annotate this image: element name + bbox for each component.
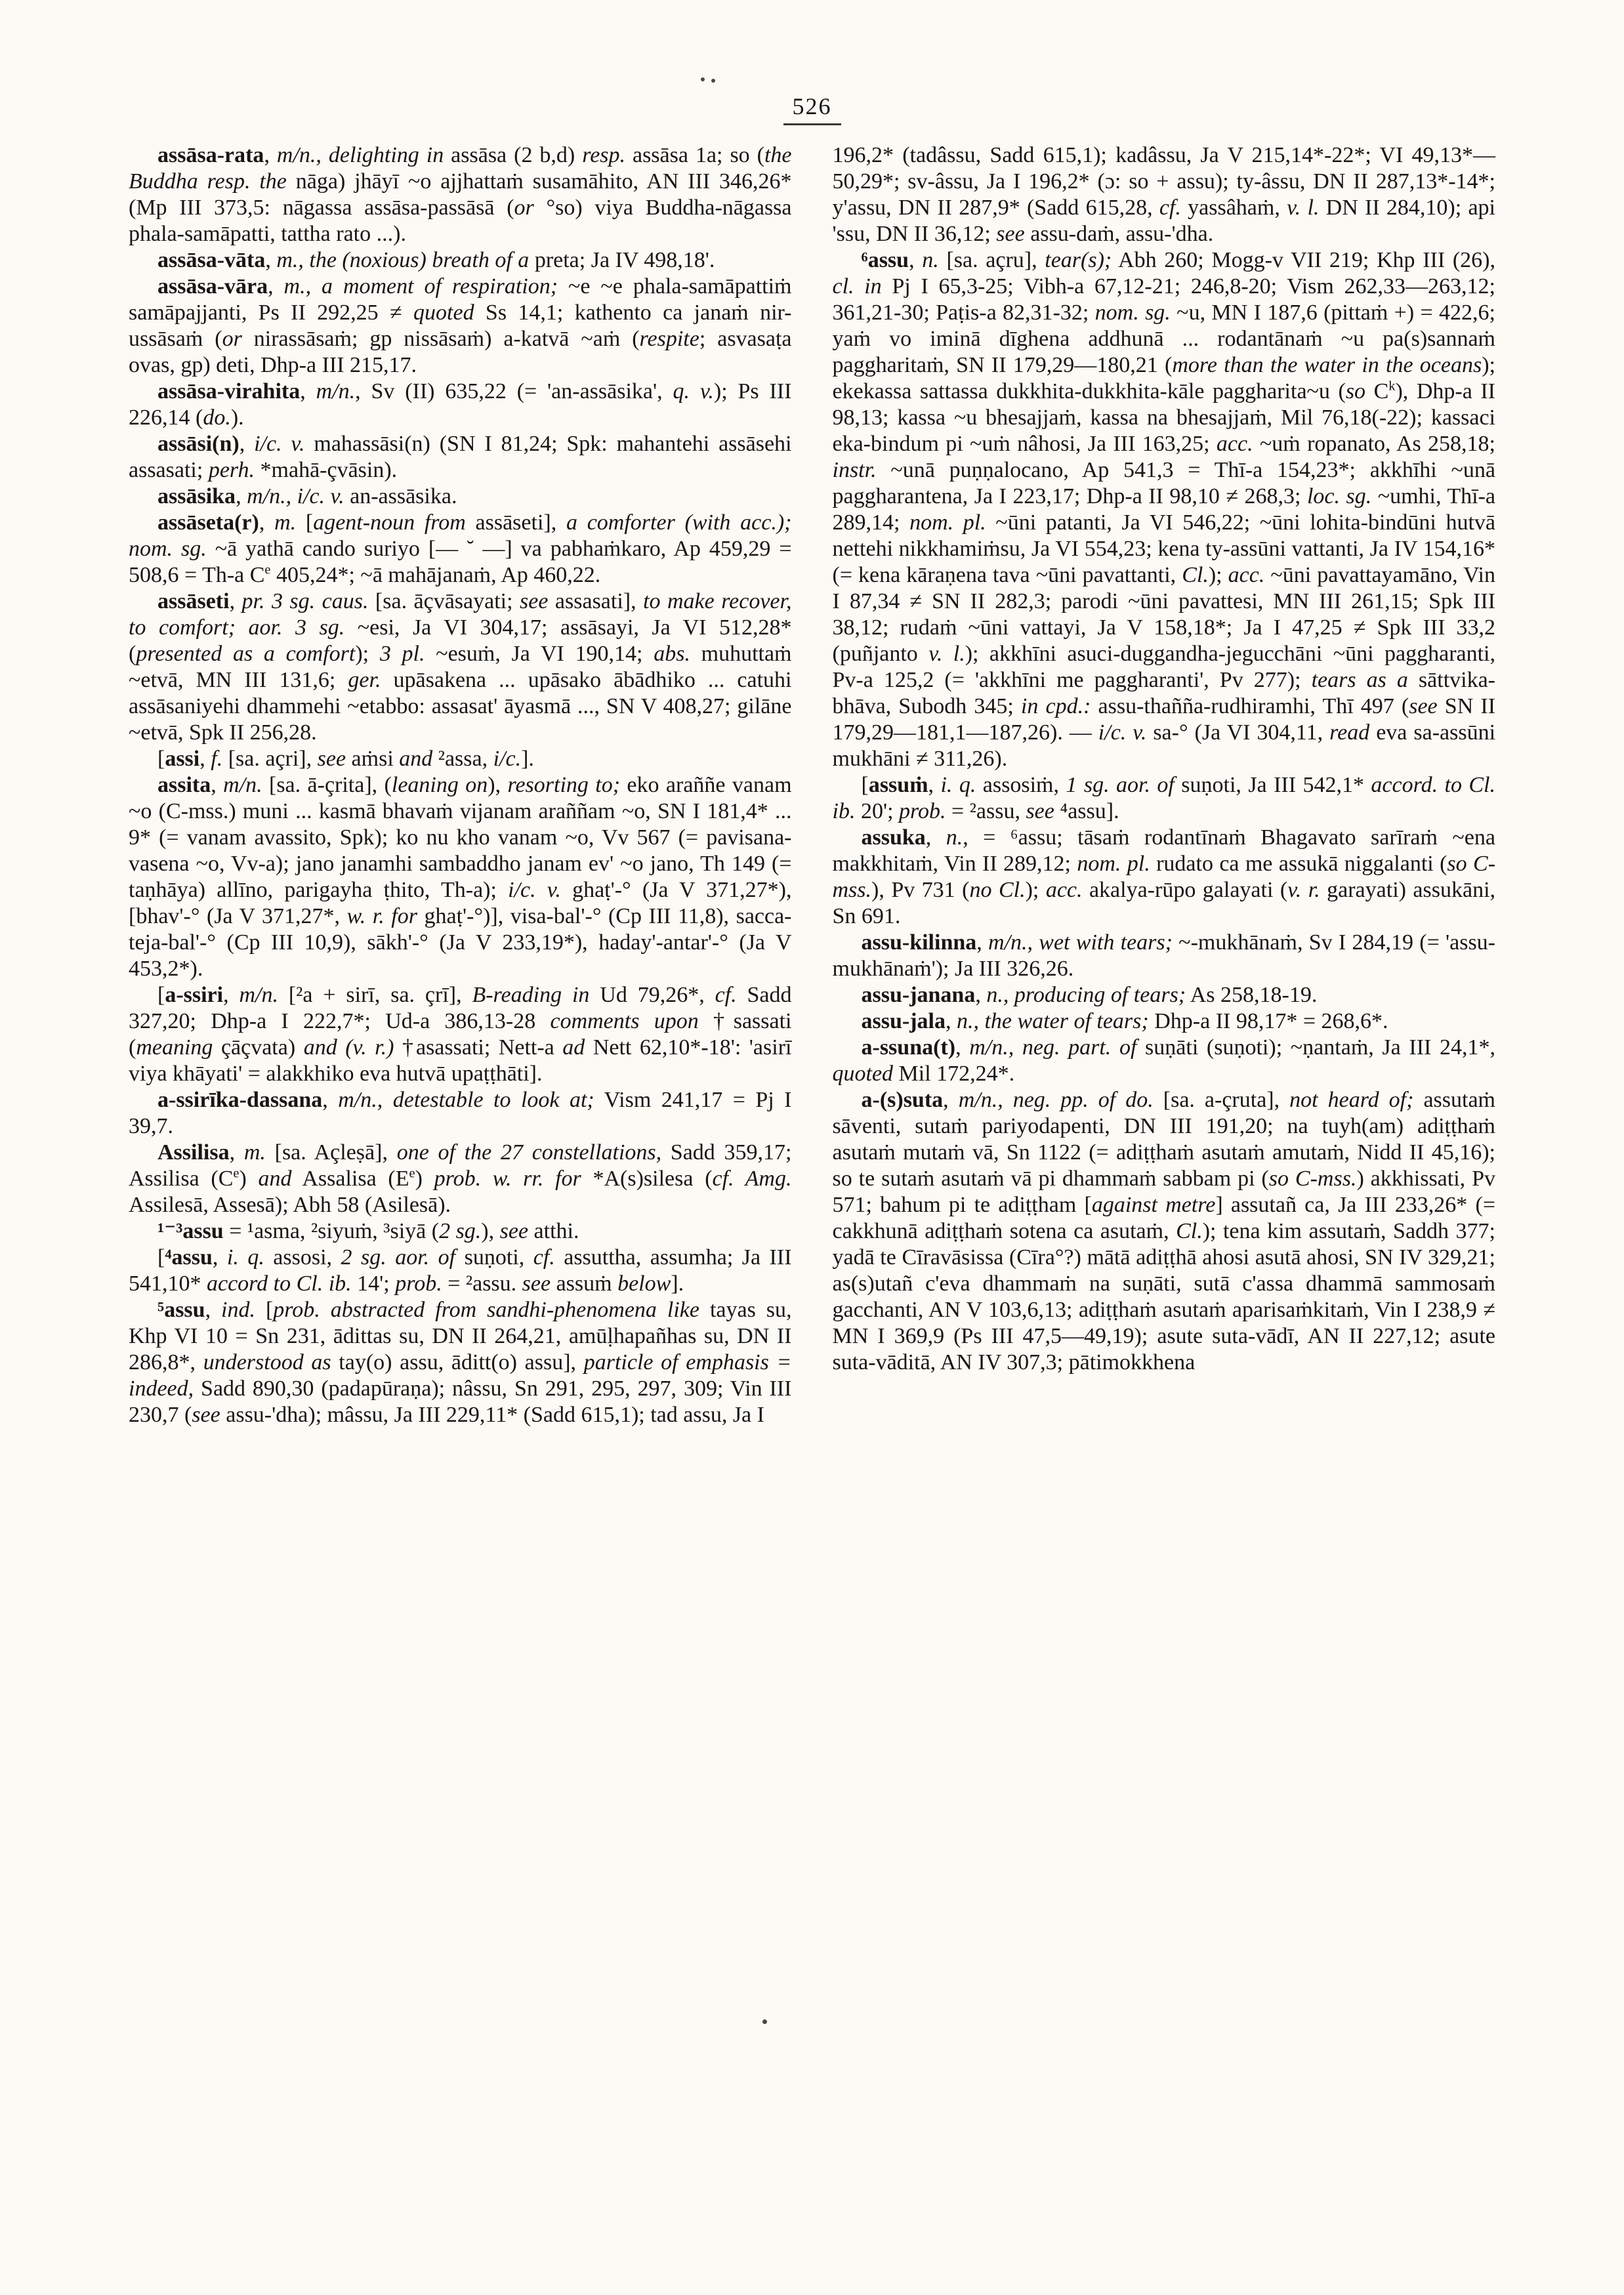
gloss-text: nom. sg. [1094, 300, 1171, 325]
gloss-text: see [522, 1272, 551, 1296]
gloss-text: more than the water in the oceans [1172, 353, 1482, 377]
gloss-text: nom. pl. [1077, 852, 1150, 876]
dictionary-entry [129, 142, 792, 247]
entry-text: preta; Ja IV 498,18'. [529, 248, 715, 272]
entry-text: sa-° (Ja VI 304,11, [1146, 720, 1330, 745]
headword: a-ssirīka-dassana [157, 1088, 323, 1112]
gloss-text: tears as a [1311, 668, 1408, 692]
headword: assāseti [157, 589, 230, 613]
headword: assāsa-vāta [157, 248, 266, 272]
dictionary-entry [129, 1218, 792, 1245]
entry-text: ); [355, 642, 380, 666]
gloss-text: so [1345, 379, 1366, 403]
entry-text: , [211, 773, 224, 797]
gloss-text: prob. w. rr. for [434, 1167, 581, 1191]
gloss-text: instr. [832, 458, 877, 482]
gloss-text: perh. [208, 458, 255, 482]
entry-text: garayati) assukāni, Sn 691. [832, 878, 1496, 928]
entry-text: ); Ps III 226,14 ( [129, 379, 792, 430]
headword: assu-kilinna [861, 930, 977, 955]
entry-text: assāseti], [465, 510, 566, 535]
entry-text: [sa. ā-çrita], ( [262, 773, 392, 797]
entry-text: ~uṁ ropanato, As 258,18; [1253, 432, 1496, 456]
entry-text: ⁴assu]. [1054, 799, 1119, 823]
entry-text: ²assa, [432, 747, 493, 771]
entry-text: , [259, 510, 275, 535]
entry-text: Abh 260; Mogg-v VII 219; Khp III (26), [1112, 248, 1496, 272]
entry-text: [sa. a-çruta], [1153, 1088, 1290, 1112]
gloss-text: see [192, 1403, 220, 1427]
gloss-text: Cl. [1182, 563, 1209, 587]
headword: assāsika [157, 484, 236, 508]
entry-text: ), Pv 731 ( [871, 878, 970, 902]
entry-text: , [229, 589, 242, 613]
dictionary-entry [129, 589, 792, 746]
entry-text: [ [861, 773, 869, 797]
gloss-text: cf. [533, 1245, 555, 1270]
headword: assu-janana [861, 983, 976, 1007]
gloss-text: not heard of; [1289, 1088, 1414, 1112]
page-header [0, 93, 1624, 125]
gloss-text: do. [203, 405, 231, 430]
entry-text: = ¹asma, ²siyuṁ, ³siyā ( [223, 1219, 440, 1243]
headword: ⁶assu [861, 248, 909, 272]
entry-text: ) [415, 1167, 434, 1191]
gloss-text: 1 sg. aor. of [1066, 773, 1175, 797]
entry-text: [sa. açri], [222, 747, 318, 771]
entry-text: [²a + sirī, sa. çrī], [278, 983, 472, 1007]
entry-text: Sadd 359,17; Assilisa (C [129, 1140, 792, 1191]
gloss-text: i. q. [226, 1245, 264, 1270]
entry-text: , = ⁶assu; tāsaṁ rodantīnaṁ Bhagavato sarīraṁ ~ena makkhitaṁ, Vin II 289,12; [832, 825, 1495, 876]
entry-text: sāttvika-bhāva, Subodh 345; [832, 668, 1496, 718]
entry-text: , [943, 1088, 959, 1112]
gloss-text: m/n., neg. pp. of do. [958, 1088, 1154, 1112]
entry-text: assāsa (2 b,d) [444, 143, 583, 167]
gloss-text: read [1329, 720, 1370, 745]
dictionary-entry [129, 1297, 792, 1428]
entry-text: , [975, 983, 987, 1007]
gloss-text: one of the 27 constellations, [396, 1140, 662, 1165]
entry-text: assosi, [264, 1245, 341, 1270]
gloss-text: prob. abstracted from sandhi-phenomena like [273, 1298, 699, 1322]
entry-text: ), Dhp-a II 98,13; kassa ~u bhesajjaṁ, kassa na bhesajjaṁ, Mil 76,18(-22); kassaci eka-bindum pi ~uṁ nâhosi, Ja III 163,25; [832, 379, 1496, 456]
gloss-text: no Cl. [969, 878, 1026, 902]
entry-text: ~ūni patanti, Ja VI 546,22; ~ūni lohita-bindūni hutvā nettehi nikkhamiṁsu, Ja VI 554,23; kena ty-assūni vattanti, Ja IV 154,16* (= kena kāraṇena tava ~ūni pavattanti, [832, 510, 1496, 587]
gloss-text: cl. in [832, 274, 882, 299]
gloss-text: and [258, 1167, 292, 1191]
gloss-text: a comforter (with acc.); nom. sg. [129, 510, 792, 561]
headword: a-ssuna(t) [861, 1035, 956, 1060]
gloss-text: Cl. [1176, 1219, 1203, 1243]
entry-text: Dhp-a II 98,17* = 268,6*. [1148, 1009, 1388, 1033]
entry-text: ghaṭ'-°)], visa-bal'-° (Cp III 11,8), sacca-teja-bal'-° (Cp III 10,9), sākh'-° (Ja V 233,19*), haday'-antar'-° (Ja V 453,2*). [129, 904, 792, 981]
gloss-text: B-reading in [472, 983, 590, 1007]
gloss-text: cf. [1159, 196, 1181, 220]
entry-text: assutaṁ sāventi, sutaṁ pariyodapenti, DN III 191,20; na tuyh(am) adiṭṭhaṁ asutaṁ mutaṁ vā, Sn 1122 (= adiṭṭhaṁ asutaṁ amutaṁ, Nidd II 45,16); so te sutaṁ asutaṁ vā pi dhammaṁ sabbam pi ( [832, 1088, 1495, 1191]
entry-text: eko araññe vanam ~o (C-mss.) muni ... kasmā bhavaṁ vijanam araññam ~o, SN I 181,4* ... 9* (= vanam avassito, Spk); ko nu kho vanam ~o, Vv 567 (= pavisana-vasena ~o, Vv-a); jano janamhi sambaddho janam ev' ~o jano, Th 149 (= taṇhāya) allīno, parigayha ṭhito, Th-a); [129, 773, 792, 902]
entry-text: ~-mukhānaṁ, Sv I 284,19 (= 'assu-mukhānaṁ'); Ja III 326,26. [832, 930, 1495, 981]
gloss-text: loc. sg. [1306, 484, 1372, 508]
entry-text: ); [1025, 878, 1046, 902]
entry-text: mahassāsi(n) (SN I 81,24; Spk: mahantehi assāsehi assasati; [129, 432, 792, 482]
entry-text: As 258,18-19. [1186, 983, 1318, 1007]
entry-text: [ [157, 747, 165, 771]
gloss-text: v. l. [928, 642, 965, 666]
entry-text: = ²assu. [442, 1272, 522, 1296]
entry-text: Ud 79,26*, [589, 983, 715, 1007]
entry-text: ~esuṁ, Ja VI 190,14; [425, 642, 654, 666]
entry-text: †asassati; Nett-a [394, 1035, 563, 1060]
entry-text: , [199, 747, 211, 771]
entry-text: [ [255, 1298, 274, 1322]
entry-text: assuṁ [551, 1272, 618, 1296]
entry-text: 20'; [855, 799, 900, 823]
dictionary-entry [833, 142, 1496, 247]
entry-text: nirassāsaṁ; gp nissāsaṁ) a-katvā ~aṁ ( [241, 327, 640, 351]
gloss-text: prob. [899, 799, 946, 823]
gloss-text: below [617, 1272, 671, 1296]
entry-text: , [264, 143, 277, 167]
entry-text: [ [157, 1245, 165, 1270]
gloss-text: m., a moment of respiration; [283, 274, 558, 299]
entry-text: assu-thañña-rudhiramhi, Thī 497 ( [1091, 694, 1409, 718]
gloss-text: i/c. [493, 747, 522, 771]
gloss-text: so C-mss. [1268, 1167, 1357, 1191]
gloss-text: see [996, 222, 1025, 246]
gloss-text: quoted [413, 300, 474, 325]
entry-text: ~ā yathā cando suriyo [— ˘ —] va pabhaṁkaro, Ap 459,29 = 508,6 = Th-a C [129, 537, 792, 587]
entry-text: ~u, MN I 187,6 (pittaṁ +) = 422,6; yaṁ vo iminā dīghena addhunā ... rodantānaṁ ~u pa(s)sannaṁ paggharitaṁ, SN II 179,29—180,21 ( [832, 300, 1495, 377]
entry-text: assu-'dha); mâssu, Ja III 229,11* (Sadd 615,1); tad assu, Ja I [220, 1403, 764, 1427]
entry-text: , [945, 1009, 957, 1033]
entry-text: eva sa-assūni mukhāni ≠ 311,26). [832, 720, 1496, 771]
entry-text: [sa. āçvāsayati; [368, 589, 520, 613]
entry-text: , [239, 432, 255, 456]
entry-text: C [1365, 379, 1389, 403]
gloss-text: respite [639, 327, 699, 351]
gloss-text: ad [562, 1035, 585, 1060]
entry-text: ~unā puṇṇalocano, Ap 541,3 = Thī-a 154,23*; akkhīhi ~unā paggharantena, Ja I 223,17; Dhp-a II 98,10 ≠ 268,3; [832, 458, 1495, 508]
dictionary-entry [833, 247, 1496, 772]
entry-text: ); ekekassa sattassa dukkhita-dukkhita-kāle paggharita~u ( [832, 353, 1495, 403]
gloss-text: ind. [221, 1298, 255, 1322]
gloss-text: cf. [715, 983, 737, 1007]
dictionary-entry [833, 982, 1496, 1008]
entry-text: ~umhi, Thī-a 289,14; [832, 484, 1495, 535]
entry-text: upāsakena ... upāsako ābādhiko ... catuhi assāsaniyehi dhammehi ~etabbo: assasat' āyasmā ..., SN V 408,27; gilāne ~etvā, Spk II 256,28. [129, 668, 792, 745]
entry-text: Sadd 890,30 (padapūraṇa); nâssu, Sn 291, 295, 297, 309; Vin III 230,7 ( [129, 1376, 792, 1427]
entry-text: *mahā-çvāsin). [255, 458, 398, 482]
gloss-text: leaning on [391, 773, 488, 797]
entry-text: 405,24*; ~ā mahājanaṁ, Ap 460,22. [270, 563, 601, 587]
gloss-text: i/c. v. [1098, 720, 1147, 745]
entry-text: Ss 14,1; kathento ca janaṁ nir-ussāsaṁ ( [129, 300, 792, 351]
gloss-text: see [1026, 799, 1054, 823]
headword: assita [157, 773, 211, 797]
entry-text: , [955, 1035, 970, 1060]
entry-text: ) akkhissati, Pv 571; bahum pi te adiṭṭham [ [832, 1167, 1495, 1217]
entry-text: ; asvasaṭa ovas, gp) deti, Dhp-a III 215,17. [129, 327, 792, 377]
entry-text: suṇoti, Ja III 542,1* [1174, 773, 1371, 797]
entry-text: , [265, 248, 277, 272]
entry-text: atthi. [528, 1219, 579, 1243]
entry-text: , Sv (II) 635,22 (= 'an-assāsika', [355, 379, 673, 403]
gloss-text: or [514, 196, 534, 220]
gloss-text: v. r. [1287, 878, 1320, 902]
headword: assāsi(n) [157, 432, 239, 456]
gloss-text: i/c. v. [508, 878, 561, 902]
gloss-text: m. [274, 510, 297, 535]
entry-text: = ²assu, [946, 799, 1026, 823]
gloss-text: see [317, 747, 346, 771]
dictionary-entry [833, 930, 1496, 982]
gloss-text: so C-mss. [832, 852, 1496, 902]
gloss-text: 2 sg. aor. of [341, 1245, 456, 1270]
entry-text: [ [157, 983, 165, 1007]
entry-text: 14'; [351, 1272, 396, 1296]
entry-text: , [925, 825, 946, 850]
gloss-text: meaning [136, 1035, 213, 1060]
gloss-text: acc. [1045, 878, 1083, 902]
entry-text: , [236, 484, 247, 508]
gloss-text: resp. [582, 143, 626, 167]
entry-text: , [229, 1140, 244, 1165]
headword: assāseta(r) [157, 510, 259, 535]
entry-text: DN II 284,10); api 'ssu, DN II 36,12; [832, 196, 1496, 246]
entry-text: Vism 241,17 = Pj I 39,7. [129, 1088, 792, 1138]
gloss-text: against metre [1091, 1193, 1216, 1217]
gloss-text: acc. [1216, 432, 1253, 456]
gloss-text: to make recover, to comfort; aor. 3 sg. [129, 589, 792, 640]
gloss-text: m/n., detestable to look at; [338, 1088, 594, 1112]
entry-text: ); akkhīni asuci-duggandha-jegucchāni ~ūni paggharanti, Pv-a 125,2 (= 'akkhīni me paggharanti', Pv 277); [832, 642, 1496, 692]
entry-text: , [909, 248, 923, 272]
gloss-text: cf. Amg. [712, 1167, 792, 1191]
headword: Assilisa [157, 1140, 230, 1165]
dictionary-entry [129, 274, 792, 379]
entry-text: aṁsi [346, 747, 400, 771]
dictionary-entry [129, 484, 792, 510]
entry-text: ] assutañ ca, Ja III 233,26* (= cakkhunā adiṭṭhaṁ sotena ca asutaṁ, [832, 1193, 1495, 1243]
entry-text: Assilesā, Assesā); Abh 58 (Asilesā). [129, 1193, 451, 1217]
entry-text: , [268, 274, 284, 299]
column-left [129, 142, 792, 1428]
entry-text: assuttha, assumha; Ja III 541,10* [129, 1245, 792, 1296]
gloss-text: m/n. [223, 773, 262, 797]
gloss-text: see [499, 1219, 529, 1243]
gloss-text: w. r. for [346, 904, 417, 928]
dictionary-entry [833, 1008, 1496, 1035]
entry-text: Pj I 65,3-25; Vibh-a 67,12-21; 246,8-20; Vism 262,33—263,12; 361,21-30; Paṭis-a 82,31-32; [832, 274, 1495, 325]
entry-text: , [212, 1245, 227, 1270]
gloss-text: n., producing of tears; [986, 983, 1186, 1007]
gloss-text: acc. [1228, 563, 1265, 587]
gloss-text: agent-noun from [313, 510, 466, 535]
gloss-text: see [1409, 694, 1438, 718]
entry-text: ~ūni pavattayamāno, Vin I 87,34 ≠ SN II 282,3; parodi ~ūni pavattesi, MN III 261,15; Spk III 38,12; rudaṁ ~ūni vattayi, Ja V 158,18*; Ja I 47,25 ≠ Spk III 33,2 (puñjanto [832, 563, 1495, 666]
gloss-text: n. [922, 248, 939, 272]
entry-text: suṇoti, [455, 1245, 533, 1270]
headword: assuṁ [868, 773, 928, 797]
entry-text: tayas su, Khp VI 10 = Sn 231, ādittas su, DN II 264,21, amūḷhapañhas su, DN II 286,8*, [129, 1298, 792, 1375]
entry-text: ~e ~e phala-samāpattiṁ samāpajjanti, Ps II 292,25 ≠ [129, 274, 792, 325]
entry-text: [sa. Açleṣā], [265, 1140, 397, 1165]
entry-text: Assalisa (E [291, 1167, 409, 1191]
gloss-text: q. v. [673, 379, 714, 403]
gloss-text: understood as [203, 1350, 331, 1375]
column-right [833, 142, 1496, 1428]
superscript: e [264, 562, 271, 577]
entry-text: ). [230, 405, 244, 430]
headword: a-(s)suta [861, 1088, 944, 1112]
dictionary-entry [129, 1140, 792, 1218]
entry-text: assāsa 1a; so ( [625, 143, 764, 167]
gloss-text: or [222, 327, 242, 351]
dictionary-entry [833, 1035, 1496, 1087]
superscript: k [1388, 379, 1396, 394]
gloss-text: in cpd.: [1020, 694, 1091, 718]
entry-text: an-assāsika. [344, 484, 457, 508]
gloss-text: m/n., neg. part. of [969, 1035, 1137, 1060]
entry-text: , [322, 1088, 339, 1112]
gloss-text: the Buddha resp. the [129, 143, 792, 194]
gloss-text: comments upon [550, 1009, 699, 1033]
headword: assuka [861, 825, 926, 850]
entry-text: Sadd 327,20; Dhp-a I 222,7*; Ud-a 386,13-28 [129, 983, 792, 1033]
dictionary-entry [833, 825, 1496, 930]
entry-text: , [928, 773, 941, 797]
gloss-text: m. [243, 1140, 266, 1165]
headword: ¹⁻³assu [157, 1219, 224, 1243]
gloss-text: tear(s); [1045, 248, 1112, 272]
gloss-text: prob. [395, 1272, 442, 1296]
headword: assāsa-virahita [157, 379, 301, 403]
entry-text: ), [488, 773, 508, 797]
dictionary-entry [129, 379, 792, 431]
scan-artifact-top [701, 77, 705, 81]
entry-text: suṇāti (suṇoti); ~ṇantaṁ, Ja III 24,1*, [1136, 1035, 1496, 1060]
entry-text: , [300, 379, 316, 403]
entry-text: assosiṁ, [976, 773, 1066, 797]
dictionary-entry [129, 1245, 792, 1297]
entry-text: *A(s)silesa ( [581, 1167, 713, 1191]
dictionary-entry [833, 1087, 1496, 1376]
page-number: 526 [783, 93, 841, 125]
entry-text: akalya-rūpo galayati ( [1082, 878, 1288, 902]
gloss-text: v. l. [1287, 196, 1320, 220]
entry-text: tay(o) assu, āditt(o) assu], [331, 1350, 584, 1375]
entry-text: ]. [521, 747, 534, 771]
entry-text: rudato ca me assukā niggalanti ( [1150, 852, 1447, 876]
entry-text: Mil 172,24*. [893, 1062, 1015, 1086]
gloss-text: accord. to Cl. ib. [832, 773, 1496, 823]
entry-text: [ [296, 510, 314, 535]
gloss-text: presented as a comfort [136, 642, 356, 666]
dictionary-entry [833, 772, 1496, 825]
dictionary-entry [129, 510, 792, 589]
entry-text: Nett 62,10*-18': 'asirī viya khāyati' = alakkhiko eva hutvā upaṭṭhāti]. [129, 1035, 792, 1086]
headword: assāsa-vāra [157, 274, 268, 299]
entry-text: assasati], [548, 589, 644, 613]
entry-text: , [223, 983, 239, 1007]
scan-artifact-bottom [762, 2019, 767, 2024]
gloss-text: m/n., delighting in [276, 143, 444, 167]
entry-text: ); tena kim assutaṁ, Saddh 377; yadā te Cīravāsissa (Cīra°?) mātā adiṭṭhā ahosi asutā ahosi, SN IV 329,21; as(s)utañ c'eva dhammaṁ na suṇāti, sutā c'assa dhammā sammosaṁ gacchanti, AN V 103,6,13; adiṭṭhaṁ asutaṁ aparisaṁkitaṁ, Vin I 238,9 ≠ MN I 369,9 (Ps III 47,5—49,19); asute suta-vādī, AN II 227,12; asute suta-vāditā, AN IV 307,3; pātimokkhena [832, 1219, 1495, 1375]
gloss-text: i. q. [940, 773, 976, 797]
gloss-text: ger. [348, 668, 381, 692]
gloss-text: nom. pl. [909, 510, 986, 535]
entry-text: ghaṭ'-° (Ja V 371,27*), [bhav'-° (Ja V 371,27*, [129, 878, 792, 928]
entry-text: , [205, 1298, 222, 1322]
gloss-text: m/n., i/c. v. [247, 484, 344, 508]
dictionary-entry [129, 982, 792, 1087]
entry-text: yassâhaṁ, [1180, 196, 1287, 220]
entry-text: SN II 179,29—181,1—187,26). — [832, 694, 1496, 745]
entry-text: çāçvata) [213, 1035, 304, 1060]
headword: a-ssiri [165, 983, 224, 1007]
gloss-text: and [399, 747, 433, 771]
entry-text: assu-daṁ, assu-'dha. [1024, 222, 1214, 246]
superscript: e [233, 1166, 239, 1181]
entry-text: ]. [671, 1272, 684, 1296]
gloss-text: m., the (noxious) breath of a [276, 248, 530, 272]
gloss-text: abs. [654, 642, 690, 666]
gloss-text: quoted [832, 1062, 894, 1086]
dictionary-entry [129, 247, 792, 274]
gloss-text: accord to Cl. ib. [207, 1272, 352, 1296]
headword: ⁴assu [165, 1245, 213, 1270]
gloss-text: and (v. r.) [303, 1035, 394, 1060]
gloss-text: particle of emphasis = indeed, [129, 1350, 792, 1401]
gloss-text: f. [211, 747, 223, 771]
gloss-text: m/n. [316, 379, 356, 403]
gloss-text: n., the water of tears; [956, 1009, 1149, 1033]
entry-text: °so) viya Buddha-nāgassa phala-samāpatti, tattha rato ...). [129, 196, 792, 246]
dictionary-entry [129, 746, 792, 772]
entry-text: ), [481, 1219, 500, 1243]
gloss-text: 2 sg. [439, 1219, 482, 1243]
entry-text: †sassati ( [129, 1009, 792, 1060]
gloss-text: resorting to; [507, 773, 621, 797]
headword: ⁵assu [157, 1298, 205, 1322]
gloss-text: pr. 3 sg. caus. [241, 589, 369, 613]
entry-text: ); [1208, 563, 1228, 587]
gloss-text: i/c. v. [254, 432, 305, 456]
headword: assi [165, 747, 200, 771]
headword: assāsa-rata [157, 143, 264, 167]
gloss-text: m/n. [239, 983, 278, 1007]
gloss-text: see [520, 589, 549, 613]
text-columns [0, 142, 1624, 1428]
headword: assu-jala [861, 1009, 946, 1033]
dictionary-entry [129, 1087, 792, 1140]
dictionary-entry [129, 431, 792, 484]
gloss-text: m/n., wet with tears; [988, 930, 1173, 955]
entry-text: muhuttaṁ ~etvā, MN III 131,6; [129, 642, 792, 692]
gloss-text: n. [946, 825, 963, 850]
entry-text: [sa. açru], [938, 248, 1045, 272]
entry-text: ) [239, 1167, 259, 1191]
superscript: e [409, 1166, 415, 1181]
entry-text: nāga) jhāyī ~o ajjhattaṁ susamāhito, AN III 346,26* (Mp III 373,5: nāgassa assāsa-passāsā ( [129, 169, 792, 220]
dictionary-entry [129, 772, 792, 982]
entry-text: ~esi, Ja VI 304,17; assāsayi, Ja VI 512,28* ( [129, 615, 792, 666]
entry-text: , [976, 930, 989, 955]
gloss-text: 3 pl. [379, 642, 425, 666]
entry-text: 196,2* (tadâssu, Sadd 615,1); kadâssu, Ja V 215,14*-22*; VI 49,13*—50,29*; sv-âssu, Ja I 196,2* (ɔ: so + assu); ty-âssu, DN II 287,13*-14*; y'assu, DN II 287,9* (Sadd 615,28, [832, 143, 1495, 220]
